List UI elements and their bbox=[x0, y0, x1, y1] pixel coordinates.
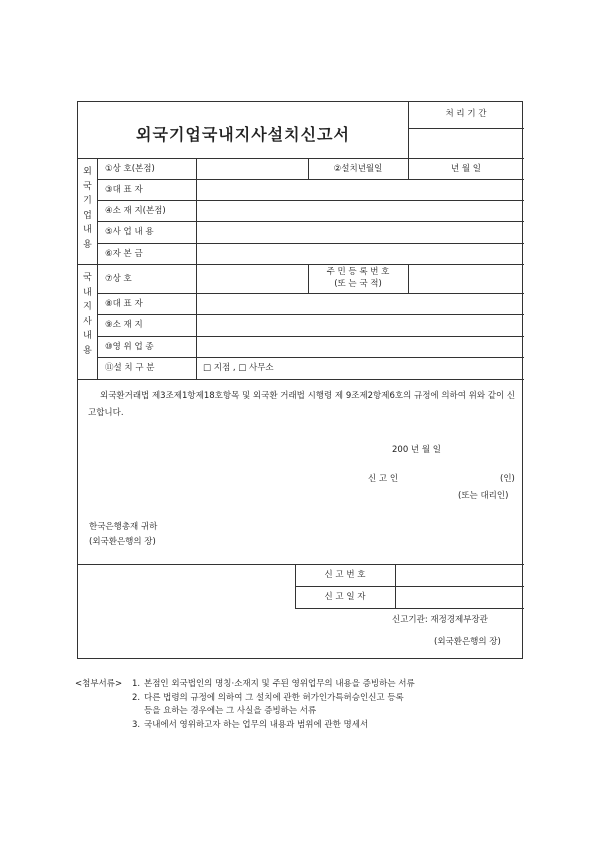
foreign-company-section-label: 외 국 기 업 내 용 bbox=[83, 167, 92, 250]
attachments-header: <첨부서류> bbox=[75, 679, 123, 689]
form-title: 외국기업국내지사설치신고서 bbox=[136, 125, 350, 144]
field-business-content: ⑤사 업 내 용 bbox=[105, 227, 154, 237]
processing-period-label: 처 리 기 간 bbox=[445, 109, 487, 119]
report-date-label: 신 고 일 자 bbox=[324, 592, 366, 602]
proxy-label: (또는 대리인) bbox=[458, 491, 509, 501]
addressee-alt: (외국환은행의 장) bbox=[89, 537, 156, 547]
declaration-form bbox=[77, 101, 523, 659]
field-capital: ⑥자 본 금 bbox=[105, 249, 143, 259]
declaration-date: 200 년 월 일 bbox=[392, 445, 441, 455]
field-business-type: ⑩영 위 업 종 bbox=[105, 342, 154, 352]
field-trade-name-hq: ①상 호(본점) bbox=[105, 164, 155, 174]
seal-mark: (인) bbox=[500, 474, 515, 484]
field-representative: ③대 표 자 bbox=[105, 185, 143, 195]
field-location-hq: ④소 재 지(본점) bbox=[105, 206, 166, 216]
field-establish-type: ⑪설 치 구 분 bbox=[105, 363, 155, 373]
field-establish-type-options: □ 지점 , □ 사무소 bbox=[203, 363, 274, 373]
field-resident-number-label: 주 민 등 록 번 호 bbox=[326, 267, 390, 277]
declaration-text: 외국환거래법 제3조제1항제18호항목 및 외국환 거래법 시행령 제 9조제2항제6호의 규정에 의하여 위와 같이 신고합니다. bbox=[88, 391, 516, 418]
field-branch-representative: ⑧대 표 자 bbox=[105, 299, 143, 309]
domestic-branch-section-label: 국 내 지 사 내 용 bbox=[83, 273, 92, 356]
report-number-label: 신 고 번 호 bbox=[324, 570, 366, 580]
field-nationality-label: (또 는 국 적) bbox=[334, 279, 382, 289]
attachment-text: 국내에서 영위하고자 하는 업무의 내용과 범위에 관한 명세서 bbox=[144, 719, 369, 730]
declarant-label: 신 고 인 bbox=[368, 474, 399, 484]
field-branch-location: ⑨소 재 지 bbox=[105, 320, 143, 330]
field-branch-trade-name: ⑦상 호 bbox=[105, 274, 132, 284]
attachment-number: 3. bbox=[132, 719, 141, 730]
attachment-text: 다른 법령의 규정에 의하여 그 설치에 관한 허가인가특허승인신고 등록 bbox=[144, 692, 404, 703]
field-establish-date-value: 년 월 일 bbox=[450, 164, 482, 174]
field-establish-date-label: ②설치년월일 bbox=[333, 164, 383, 174]
reporting-authority-alt: (외국환은행의 장) bbox=[434, 637, 501, 647]
reporting-authority: 신고기관: 재정경제부장관 bbox=[392, 615, 488, 625]
attachment-number: 1. bbox=[132, 679, 141, 689]
attachment-text: 등을 요하는 경우에는 그 사실을 증빙하는 서류 bbox=[144, 706, 317, 716]
addressee: 한국은행총재 귀하 bbox=[89, 522, 158, 532]
attachment-text: 본점인 외국법인의 명칭·소재지 및 주된 영위업무의 내용을 증빙하는 서류 bbox=[144, 679, 415, 689]
attachment-number: 2. bbox=[132, 692, 141, 703]
